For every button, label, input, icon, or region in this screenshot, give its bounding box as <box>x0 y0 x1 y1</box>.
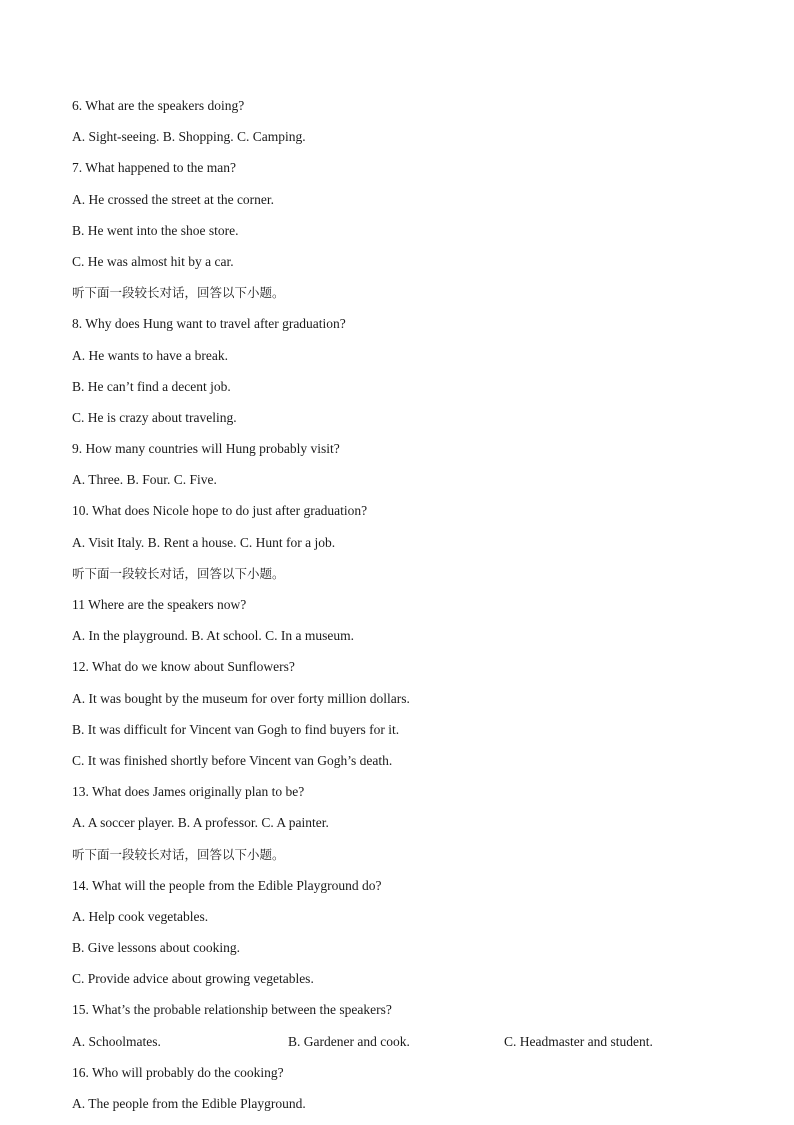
question-7-option-a: A. He crossed the street at the corner. <box>72 191 275 207</box>
section-instruction: 听下面一段较长对话，回答以下小题。 <box>72 846 285 862</box>
question-8-option-b: B. He can’t find a decent job. <box>72 378 231 394</box>
question-15-option-b: B. Gardener and cook. <box>288 1033 410 1049</box>
section-instruction: 听下面一段较长对话，回答以下小题。 <box>72 285 285 301</box>
question-11-options: A. In the playground. B. At school. C. In a museum. <box>72 628 354 644</box>
question-12-option-b: B. It was difficult for Vincent van Gogh to find buyers for it. <box>72 721 400 737</box>
question-15: 15. What’s the probable relationship between the speakers? <box>72 1002 392 1018</box>
question-9-options: A. Three. B. Four. C. Five. <box>72 472 217 488</box>
question-8-option-a: A. He wants to have a break. <box>72 347 228 363</box>
section-instruction: 听下面一段较长对话，回答以下小题。 <box>72 565 285 581</box>
question-10-options: A. Visit Italy. B. Rent a house. C. Hunt for a job. <box>72 534 336 550</box>
question-8: 8. Why does Hung want to travel after graduation? <box>72 316 346 332</box>
question-9: 9. How many countries will Hung probably visit? <box>72 441 340 457</box>
question-15-option-a: A. Schoolmates. <box>72 1033 161 1049</box>
question-13-options: A. A soccer player. B. A professor. C. A painter. <box>72 815 329 831</box>
question-14-option-c: C. Provide advice about growing vegetables. <box>72 971 314 987</box>
question-list <box>72 96 762 1125</box>
question-16-option-a: A. The people from the Edible Playground. <box>72 1096 306 1111</box>
question-11: 11 Where are the speakers now? <box>72 597 247 612</box>
question-7-option-b: B. He went into the shoe store. <box>72 222 239 238</box>
question-15-options <box>72 1032 762 1063</box>
question-16: 16. Who will probably do the cooking? <box>72 1064 284 1080</box>
question-6-options: A. Sight-seeing. B. Shopping. C. Camping. <box>72 129 306 145</box>
question-14-option-a: A. Help cook vegetables. <box>72 908 209 924</box>
question-7-option-c: C. He was almost hit by a car. <box>72 253 234 269</box>
question-7: 7. What happened to the man? <box>72 160 236 176</box>
question-12-option-a: A. It was bought by the museum for over forty million dollars. <box>72 690 410 706</box>
question-13: 13. What does James originally plan to be? <box>72 784 305 800</box>
question-8-option-c: C. He is crazy about traveling. <box>72 409 237 425</box>
question-14-option-b: B. Give lessons about cooking. <box>72 940 240 956</box>
question-14: 14. What will the people from the Edible Playground do? <box>72 877 382 893</box>
question-12-option-c: C. It was finished shortly before Vincent van Gogh’s death. <box>72 752 393 768</box>
question-6: 6. What are the speakers doing? <box>72 98 245 113</box>
question-15-option-c: C. Headmaster and student. <box>504 1033 653 1049</box>
question-10: 10. What does Nicole hope to do just after graduation? <box>72 503 368 519</box>
question-12: 12. What do we know about Sunflowers? <box>72 659 295 675</box>
